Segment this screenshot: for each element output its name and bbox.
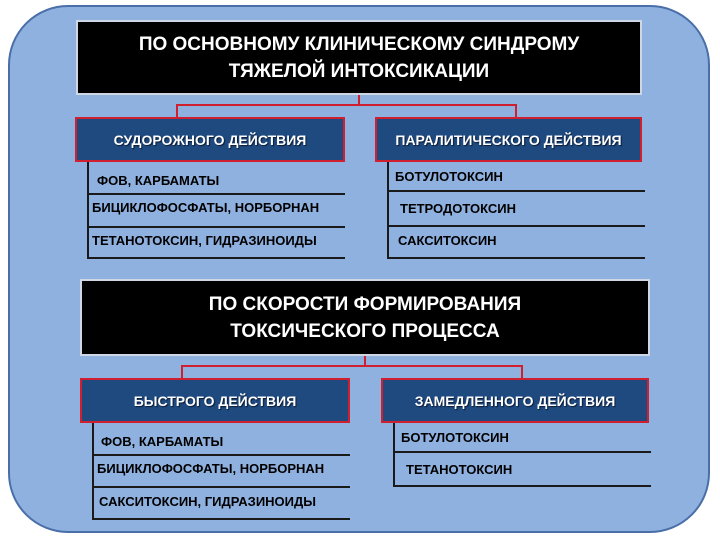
section1-left-item-underline xyxy=(87,193,345,195)
section1-right-item-underline xyxy=(387,257,645,259)
section2-right-item-underline xyxy=(393,485,651,487)
section2-left-category xyxy=(80,378,350,423)
section2-left-item: САКСИТОКСИН, ГИДРАЗИНОИДЫ xyxy=(99,494,316,509)
section1-left-item-underline xyxy=(87,257,345,259)
section1-right-item: ТЕТРОДОТОКСИН xyxy=(400,201,516,216)
section2-title-line1: ПО СКОРОСТИ ФОРМИРОВАНИЯ xyxy=(208,293,522,315)
section2-right-category xyxy=(381,378,649,423)
section2-left-item: ФОВ, КАРБАМАТЫ xyxy=(101,434,224,449)
section2-right-list-bracket xyxy=(393,423,395,487)
section1-left-category xyxy=(75,117,345,162)
section1-left-item: ТЕТАНОТОКСИН, ГИДРАЗИНОИДЫ xyxy=(92,233,317,248)
section1-left-category-label: СУДОРОЖНОГО ДЕЙСТВИЯ xyxy=(113,131,307,148)
section1-right-item: САКСИТОКСИН xyxy=(398,233,497,248)
section2-right-category-label: ЗАМЕДЛЕННОГО ДЕЙСТВИЯ xyxy=(414,392,616,409)
section1-left-item: ФОВ, КАРБАМАТЫ xyxy=(97,173,220,188)
section2-connector-right xyxy=(521,365,523,378)
section2-left-item-underline xyxy=(92,518,350,520)
section2-left-list-bracket xyxy=(92,423,94,520)
section2-title-line2: ТОКСИЧЕСКОГО ПРОЦЕССА xyxy=(230,320,500,342)
section2-right-item-underline xyxy=(393,451,651,453)
section2-right-item: БОТУЛОТОКСИН xyxy=(401,430,509,445)
section2-right-item: ТЕТАНОТОКСИН xyxy=(406,462,513,477)
section2-left-item-underline xyxy=(92,486,350,488)
section1-left-list-bracket xyxy=(87,162,89,259)
section1-title-line1: ПО ОСНОВНОМУ КЛИНИЧЕСКОМУ СИНДРОМУ xyxy=(138,33,580,55)
section1-right-category-label: ПАРАЛИТИЧЕСКОГО ДЕЙСТВИЯ xyxy=(395,131,622,148)
section1-right-item-underline xyxy=(387,225,645,227)
section2-left-item: БИЦИКЛОФОСФАТЫ, НОРБОРНАН xyxy=(97,461,325,476)
section2-left-item-underline xyxy=(92,454,350,456)
section1-right-item: БОТУЛОТОКСИН xyxy=(395,169,503,184)
section1-left-item: БИЦИКЛОФОСФАТЫ, НОРБОРНАН xyxy=(92,200,320,215)
section2-title xyxy=(80,279,650,356)
section2-connector-bar xyxy=(181,365,523,367)
section1-right-category xyxy=(375,117,642,162)
section1-right-list-bracket xyxy=(387,162,389,259)
section2-left-category-label: БЫСТРОГО ДЕЙСТВИЯ xyxy=(133,392,297,409)
section1-connector-bar xyxy=(176,104,517,106)
section1-left-item-underline xyxy=(87,226,345,228)
section1-connector-right xyxy=(515,104,517,117)
section1-connector-left xyxy=(176,104,178,117)
section1-title xyxy=(76,20,642,95)
section1-right-item-underline xyxy=(387,190,645,192)
section2-connector-left xyxy=(181,365,183,378)
section1-title-line2: ТЯЖЕЛОЙ ИНТОКСИКАЦИИ xyxy=(228,60,490,82)
